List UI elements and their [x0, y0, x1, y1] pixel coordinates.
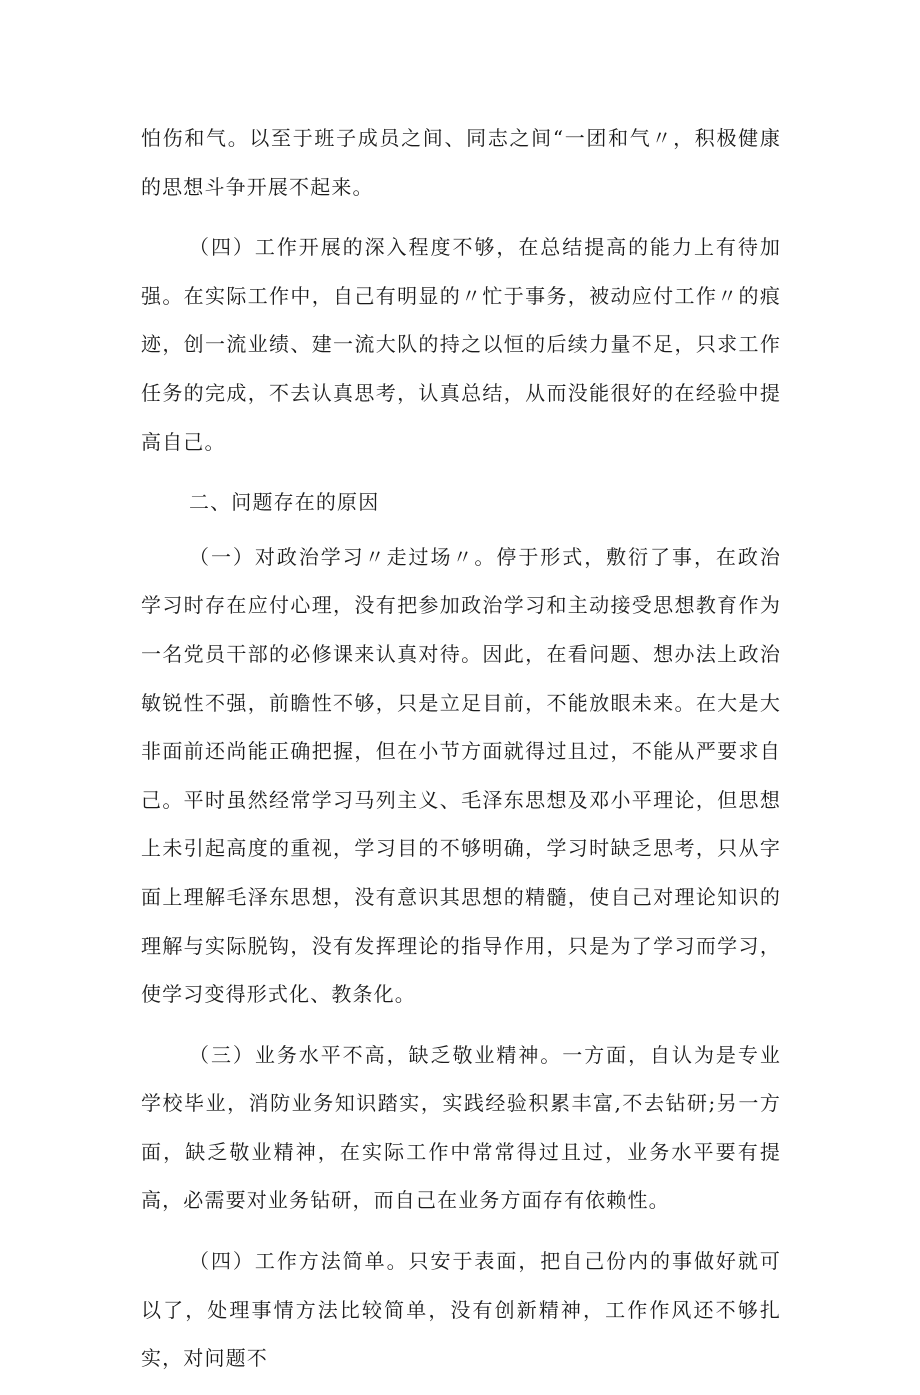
paragraph-four-work-method: （四）工作方法简单。只安于表面，把自己份内的事做好就可以了，处理事情方法比较简单，没有创新精神，工作作风还不够扎实，对问题不: [141, 1249, 781, 1371]
paragraph-four-work-depth: （四）工作开展的深入程度不够，在总结提高的能力上有待加强。在实际工作中，自己有明显的〃忙于事务，被动应付工作〃的痕迹，创一流业绩、建一流大队的持之以恒的后续力量不足，只求工作任务的完成，不去认真思考，认真总结，从而没能很好的在经验中提高自己。: [141, 235, 781, 454]
paragraph-three-business-level: （三）业务水平不高，缺乏敬业精神。一方面，自认为是专业学校毕业，消防业务知识踏实，实践经验积累丰富,不去钻研;另一方面，缺乏敬业精神，在实际工作中常常得过且过，业务水平要有提高，必需要对业务钻研，而自己在业务方面存有依赖性。: [141, 1042, 781, 1213]
document-body: [141, 114, 781, 1395]
section-heading-causes: 二、问题存在的原因: [189, 490, 380, 515]
paragraph-one-political-study: （一）对政治学习〃走过场〃。停于形式，敷衍了事，在政治学习时存在应付心理，没有把参加政治学习和主动接受思想教育作为一名党员干部的必修课来认真对待。因此，在看问题、想办法上政治敏锐性不强，前瞻性不够，只是立足目前，不能放眼未来。在大是大非面前还尚能正确把握，但在小节方面就得过且过，不能从严要求自己。平时虽然经常学习马列主义、毛泽东思想及邓小平理论，但思想上未引起高度的重视，学习目的不够明确，学习时缺乏思考，只从字面上理解毛泽东思想，没有意识其思想的精髓，使自己对理论知识的理解与实际脱钩，没有发挥理论的指导作用，只是为了学习而学习，使学习变得形式化、教条化。: [141, 544, 781, 1007]
paragraph-continuation: 怕伤和气。以至于班子成员之间、同志之间“一团和气〃，积极健康的思想斗争开展不起来。: [141, 126, 781, 199]
